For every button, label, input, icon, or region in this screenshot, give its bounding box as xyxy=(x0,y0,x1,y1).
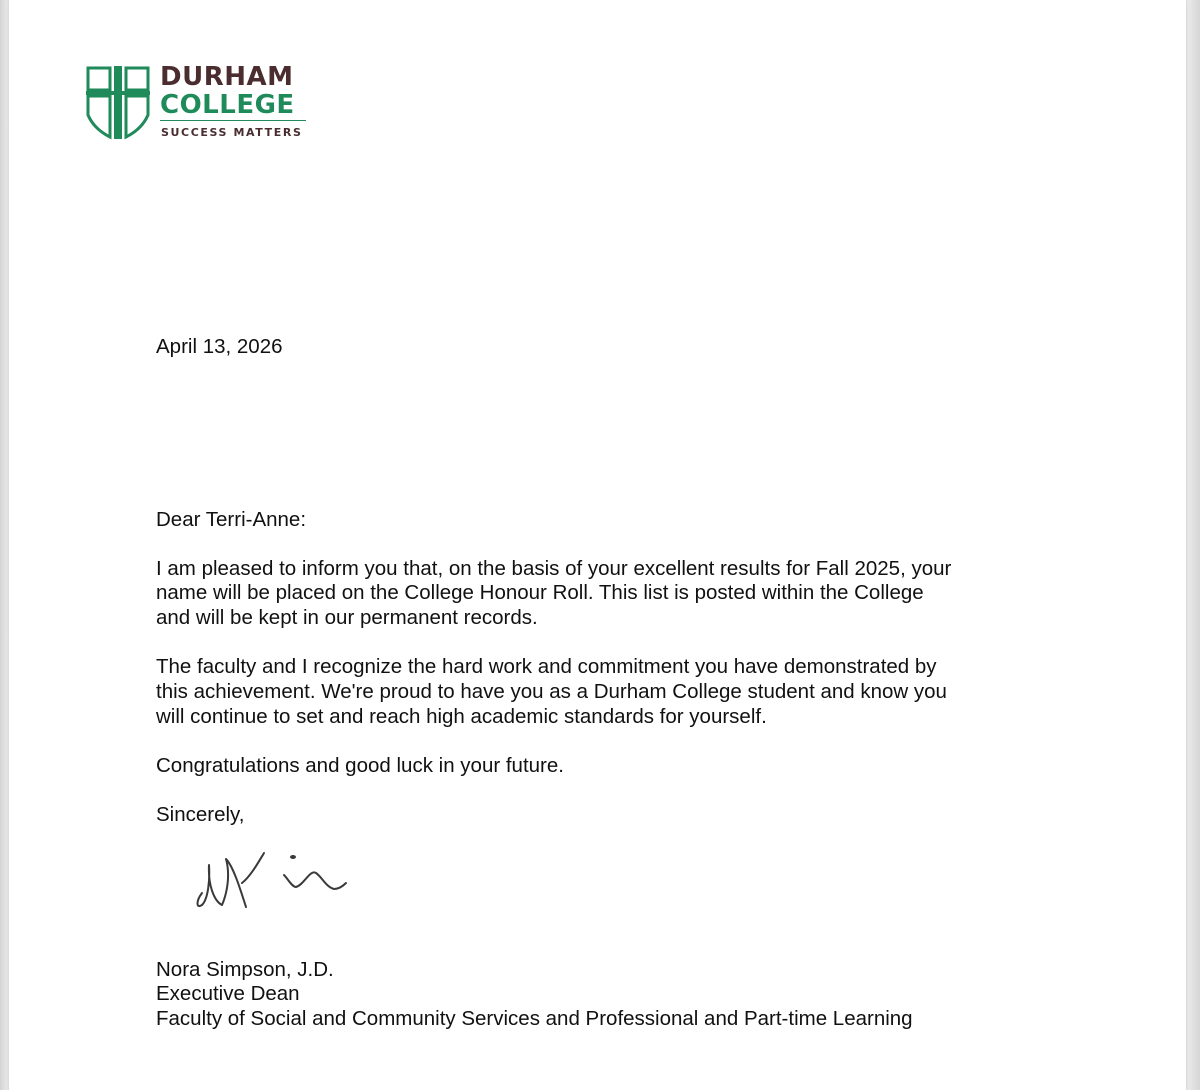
closing-remark: Congratulations and good luck in your future. xyxy=(156,754,564,777)
signatory-faculty: Faculty of Social and Community Services and Professional and Part-time Learning xyxy=(156,1007,913,1030)
paragraph-1-line: and will be kept in our permanent records. xyxy=(156,606,538,629)
durham-college-logo xyxy=(86,63,316,143)
logo-divider xyxy=(160,120,306,121)
letter-page xyxy=(9,0,1186,1090)
logo-wordmark xyxy=(160,62,320,139)
logo-name-line2: COLLEGE xyxy=(160,90,295,120)
handwritten-signature xyxy=(192,843,362,918)
paragraph-2-line: will continue to set and reach high academic standards for yourself. xyxy=(156,705,767,728)
letter-date: April 13, 2026 xyxy=(156,335,283,358)
page-edge-left xyxy=(0,0,9,1090)
shield-crest-icon xyxy=(86,63,152,141)
logo-name-line1: DURHAM xyxy=(160,62,294,92)
paragraph-2-line: The faculty and I recognize the hard work and commitment you have demonstrated by xyxy=(156,655,937,678)
paragraph-1-line: I am pleased to inform you that, on the basis of your excellent results for Fall 2025, your xyxy=(156,557,952,580)
signatory-title: Executive Dean xyxy=(156,982,300,1005)
salutation: Dear Terri-Anne: xyxy=(156,508,307,531)
sign-off: Sincerely, xyxy=(156,803,245,826)
signatory-name: Nora Simpson, J.D. xyxy=(156,958,334,981)
paragraph-1-line: name will be placed on the College Honour Roll. This list is posted within the College xyxy=(156,581,924,604)
paragraph-2-line: this achievement. We're proud to have you as a Durham College student and know you xyxy=(156,680,947,703)
logo-tagline: SUCCESS MATTERS xyxy=(161,126,303,139)
page-edge-right xyxy=(1186,0,1200,1090)
